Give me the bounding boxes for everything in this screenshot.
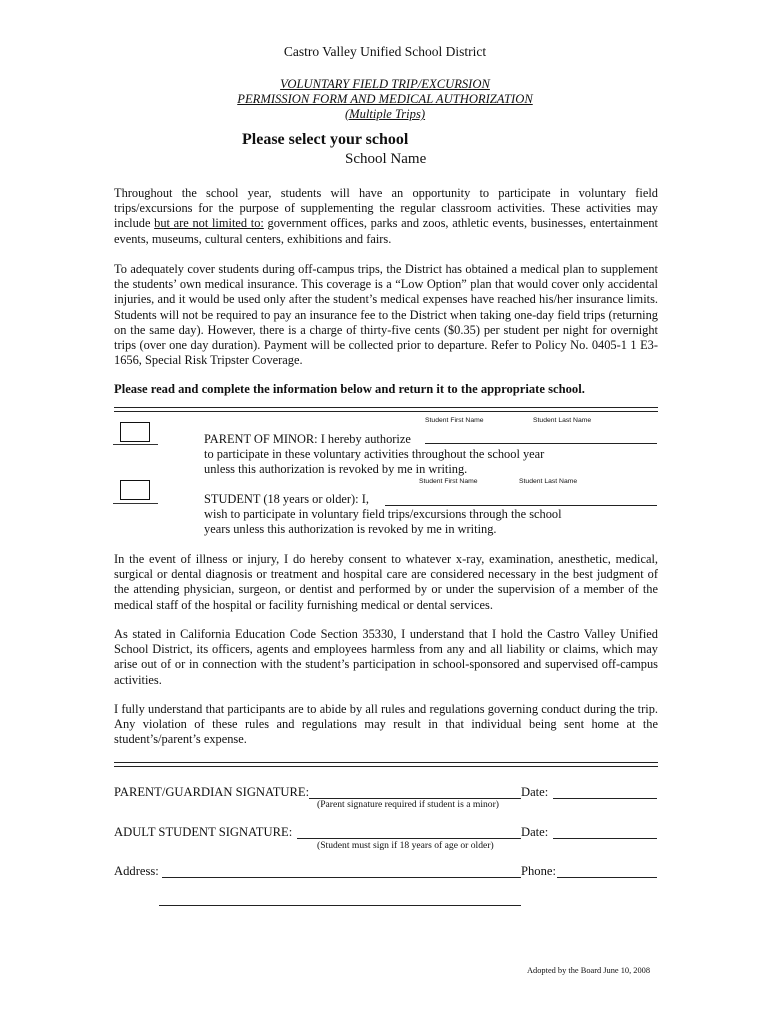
parent-text-line-3: unless this authorization is revoked by me in writing. bbox=[204, 462, 468, 476]
medical-consent-paragraph: In the event of illness or injury, I do hereby consent to whatever x-ray, examination, anesthetic, medical, surgical or dental diagnosis or treatment and hospital care are considered necessary in the best judgment of the attending physician, surgeon, or dentist and performed by or under the supervision of a member of the medical staff of the hospital or facility furnishing medical or dental services. bbox=[114, 552, 658, 612]
parent-signature-field[interactable] bbox=[309, 782, 521, 799]
form-title-line-2: PERMISSION FORM AND MEDICAL AUTHORIZATION bbox=[237, 92, 533, 106]
last-name-caption-1: Student Last Name bbox=[533, 417, 592, 424]
parent-date-label: Date: bbox=[521, 785, 549, 799]
phone-field[interactable] bbox=[557, 861, 657, 878]
student-name-field[interactable] bbox=[385, 489, 657, 506]
adopted-date-footer: Adopted by the Board June 10, 2008 bbox=[527, 966, 651, 975]
checkbox-underline-2 bbox=[113, 503, 158, 504]
student-date-label: Date: bbox=[521, 825, 549, 839]
student-signature-label: ADULT STUDENT SIGNATURE: bbox=[114, 825, 293, 839]
school-select-label: Please select your school bbox=[242, 131, 409, 148]
parent-authorize-text: PARENT OF MINOR: I hereby authorize bbox=[204, 432, 411, 446]
first-name-caption-2: Student First Name bbox=[419, 478, 478, 485]
first-name-caption-1: Student First Name bbox=[425, 417, 484, 424]
student-date-field[interactable] bbox=[553, 822, 657, 839]
student-option-checkbox[interactable] bbox=[120, 480, 150, 500]
school-name-dropdown[interactable]: School Name bbox=[345, 151, 427, 167]
conduct-paragraph: I fully understand that participants are to abide by all rules and regulations governing conduct during the trip. Any violation of these rules and regulations may result in that individual being sent home at the student’s/parent’s expense. bbox=[114, 702, 658, 747]
last-name-caption-2: Student Last Name bbox=[519, 478, 578, 485]
student-option-text: STUDENT (18 years or older): I, bbox=[204, 492, 369, 506]
parent-text-line-2: to participate in these voluntary activities throughout the school year bbox=[204, 447, 545, 461]
student-signature-note: (Student must sign if 18 years of age or older) bbox=[317, 840, 494, 851]
phone-label: Phone: bbox=[521, 864, 556, 878]
section-divider-top bbox=[114, 407, 658, 412]
student-text-line-2: wish to participate in voluntary field trips/excursions through the school bbox=[204, 507, 562, 521]
intro-paragraph-1: Throughout the school year, students will have an opportunity to participate in voluntary field trips/excursions for the purpose of supplementing the regular classroom activities. These activities may include but are not limited to: government offices, parks and zoos, athletic events, businesses, entertainment events, museums, cultural centers, exhibitions and fairs. bbox=[114, 186, 658, 246]
address-field-line-1[interactable] bbox=[162, 861, 521, 878]
parent-student-name-field[interactable] bbox=[425, 427, 657, 444]
form-title-line-3: (Multiple Trips) bbox=[344, 107, 426, 121]
instruction-text: Please read and complete the information below and return it to the appropriate school. bbox=[114, 382, 585, 396]
district-name: Castro Valley Unified School District bbox=[283, 44, 487, 59]
address-label: Address: bbox=[114, 864, 159, 878]
form-title-line-1: VOLUNTARY FIELD TRIP/EXCURSION bbox=[280, 77, 490, 91]
parent-date-field[interactable] bbox=[553, 782, 657, 799]
student-signature-field[interactable] bbox=[297, 822, 521, 839]
liability-paragraph: As stated in California Education Code Section 35330, I understand that I hold the Castro Valley Unified School District, its officers, agents and employees harmless from any and all liability or claims, which may arise out of or in connection with the student’s participation in school-sponsored and supervised off-campus activities. bbox=[114, 627, 658, 687]
intro-paragraph-2: To adequately cover students during off-campus trips, the District has obtained a medical plan to supplement the students’ own medical insurance. This coverage is a “Low Option” plan that would cover only accidental injuries, and it would be used only after the student’s medical expenses have reached his/her insurance limits. Students will not be required to pay an insurance fee to the District when taking one-day field trips (returning on the same day). However, there is a charge of thirty-five cents ($0.35) per student per night for overnight trips (over one day duration). Payment will be collected prior to departure. Refer to Policy No. 0405-1 1 E3-1656, Special Risk Tripster Coverage. bbox=[114, 262, 658, 368]
parent-signature-note: (Parent signature required if student is a minor) bbox=[317, 799, 499, 810]
parent-option-checkbox[interactable] bbox=[120, 422, 150, 442]
address-field-line-2[interactable] bbox=[159, 889, 521, 906]
parent-signature-label: PARENT/GUARDIAN SIGNATURE: bbox=[114, 785, 310, 799]
student-text-line-3: years unless this authorization is revoked by me in writing. bbox=[204, 522, 497, 536]
checkbox-underline-1 bbox=[113, 444, 158, 445]
section-divider-bottom bbox=[114, 762, 658, 767]
